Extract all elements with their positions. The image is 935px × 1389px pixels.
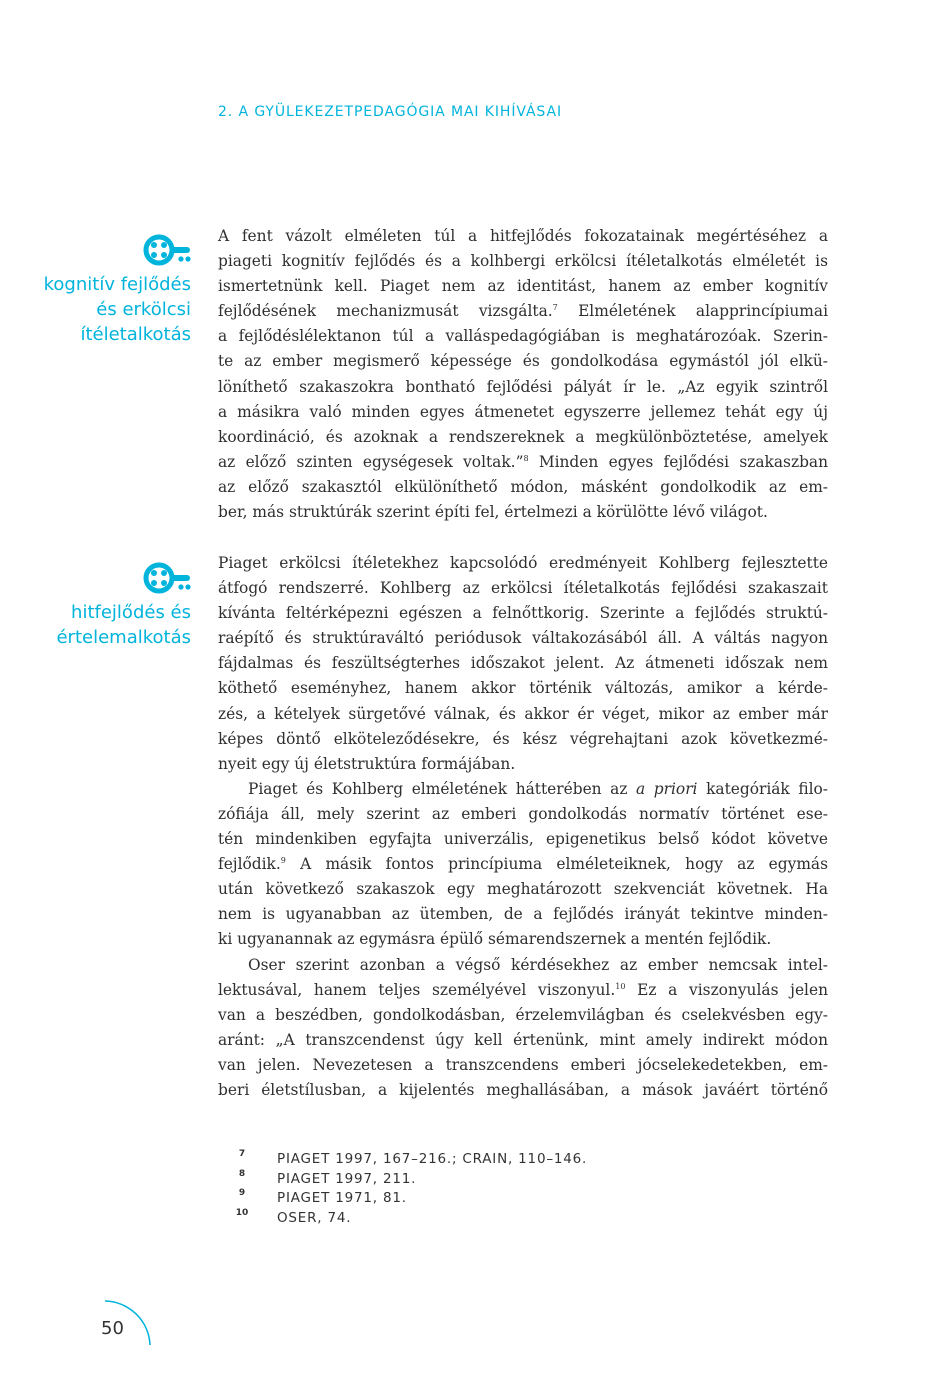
text-line [218,978,828,1003]
text-segment: az előző szinten egységesek voltak.” [218,452,524,471]
text-line: zófiája áll, mely szerint az emberi gondolkodás normatív történet ese- [218,804,828,823]
text-line: löníthető szakaszokra bontható fejlődési pályát ír le. „Az egyik szintről [218,377,828,396]
margin-note-line: értelemalkotás [56,627,191,648]
footnotes [230,1151,587,1229]
paragraph-1 [218,224,828,525]
key-icon [141,560,191,596]
page-number: 50 [101,1318,124,1339]
margin-note-line: ítéletalkotás [80,324,191,345]
margin-note-line: hitfejlődés és [71,602,191,623]
text-segment: Elméletének alapprincípiumai [557,302,828,321]
footnote [230,1207,587,1230]
text-line: a fejlődéslélektanon túl a valláspedagógiában is meghatározóak. Szerin- [218,327,828,346]
text-segment: fejlődik. [218,855,281,874]
text-line: tén mindenkiben egyfajta univerzális, epigenetikus belső kódot követve [218,830,828,849]
text-line: kívánta feltérképezni egészen a felnőttkorig. Szerinte a fejlődés struktú- [218,604,828,623]
text-line: átfogó rendszerré. Kohlberg az erkölcsi ítéletalkotás fejlődési szakaszait [218,579,828,598]
margin-note-line: és erkölcsi [96,299,191,320]
text-line: ber, más struktúrák szerint építi fel, értelmezi a körülötte lévő világot. [218,503,768,522]
text-line: fájdalmas és feszültségterhes időszakot jelent. Az átmeneti időszak nem [218,654,828,673]
text-line: nem is ugyanabban az ütemben, de a fejlődés irányát tekintve minden- [218,905,828,924]
footnote-text: PIAGET 1971, 81. [277,1190,407,1206]
text-line [218,852,828,877]
running-head: 2. A GYÜLEKEZETPEDAGÓGIA MAI KIHÍVÁSAI [218,104,562,120]
footnote-number: 9 [238,1188,246,1198]
text-line: A fent vázolt elméleten túl a hitfejlődés fokozatainak megértéséhez a [218,227,828,245]
text-line [218,299,828,324]
text-segment: kategóriák filo- [697,779,828,798]
text-line: raépítő és struktúraváltó periódusok váltakozásából áll. A váltás nagyon [218,629,828,648]
text-segment: Piaget és Kohlberg elméletének hátterében az [248,779,637,798]
footnote-ref: 9 [280,856,286,866]
footnote-number: 8 [238,1168,246,1179]
footnote-ref: 8 [523,453,529,463]
footnote-number: 7 [238,1149,246,1159]
paragraph-2 [218,551,828,1103]
footnote-ref: 10 [615,981,626,991]
text-line: beri életstílusban, a kijelentés meghallásában, a mások javáért történő [218,1080,828,1099]
text-line: köthető eseményhez, hanem akkor történik változás, amikor a kérde- [218,679,828,698]
text-line: koordináció, és azoknak a rendszereknek a megkülönböztetése, amelyek [218,427,828,446]
margin-note-faith [1,560,191,650]
text-line [218,777,828,802]
footnote-ref: 7 [552,303,558,313]
footnote-text: OSER, 74. [277,1209,352,1226]
text-line: ismertetnünk kell. Piaget nem az identitást, hanem az ember kognitív [218,277,828,296]
text-line: Piaget erkölcsi ítéletekhez kapcsolódó eredményeit Kohlberg fejlesztette [218,554,828,572]
text-segment: lektusával, hanem teljes személyével viszonyul. [218,980,616,999]
footnote [230,1190,587,1210]
text-line: zés, a kételyek sürgetővé válnak, és akkor ér véget, mikor az ember már [218,704,828,723]
text-line: piageti kognitív fejlődés és a kolhbergi erkölcsi ítéletalkotás elméletét is [218,252,828,271]
footnote [230,1168,587,1191]
text-line: van a beszédben, gondolkodásban, érzelemvilágban és cselekvésben egy- [218,1005,828,1024]
text-line [218,450,828,475]
text-segment: fejlődésének mechanizmusát vizsgálta. [218,302,553,321]
margin-note-label [1,272,191,347]
text-segment: A másik fontos princípiuma elméleteiknek, hogy az egymás [285,855,828,874]
text-segment: Minden egyes fejlődési szakaszban [528,452,829,471]
italic-term: a priori [636,779,698,798]
text-line: Oser szerint azonban a végső kérdésekhez az ember nemcsak intel- [248,955,828,974]
margin-note-line: kognitív fejlődés [43,274,191,295]
footnote-text: PIAGET 1997, 167–216.; CRAIN, 110–146. [277,1151,588,1167]
key-icon [141,232,191,268]
text-line: a másikra való minden egyes átmenetet egyszerre jellemez tehát egy új [218,402,828,421]
text-line: után következő szakaszok egy meghatározott szekvenciát követnek. Ha [218,880,828,899]
text-line: képes döntő elköteleződésekre, és kész végrehajtani azok következmé- [218,729,828,748]
text-segment: Ez a viszonyulás jelen [625,980,828,999]
text-line: ki ugyanannak az egymásra épülő sémarendszernek a mentén fejlődik. [218,930,772,949]
text-line: az előző szakasztól elkülöníthető módon, másként gondolkodik az em- [218,477,828,496]
text-line: te az ember megismerő képessége és gondolkodása egymástól jól elkü- [218,352,828,371]
text-line: nyeit egy új életstruktúra formájában. [218,754,516,773]
footnote [230,1151,587,1171]
margin-note-cognitive [1,232,191,347]
margin-note-label [1,600,191,650]
text-line: aránt: „A transzcendenst úgy kell értenünk, mint amely indirekt módon [218,1030,828,1049]
text-line: van jelen. Nevezetesen a transzcendens emberi jócselekedetekben, em- [218,1055,828,1074]
footnote-text: PIAGET 1997, 211. [277,1170,417,1187]
footnote-number: 10 [235,1207,249,1218]
